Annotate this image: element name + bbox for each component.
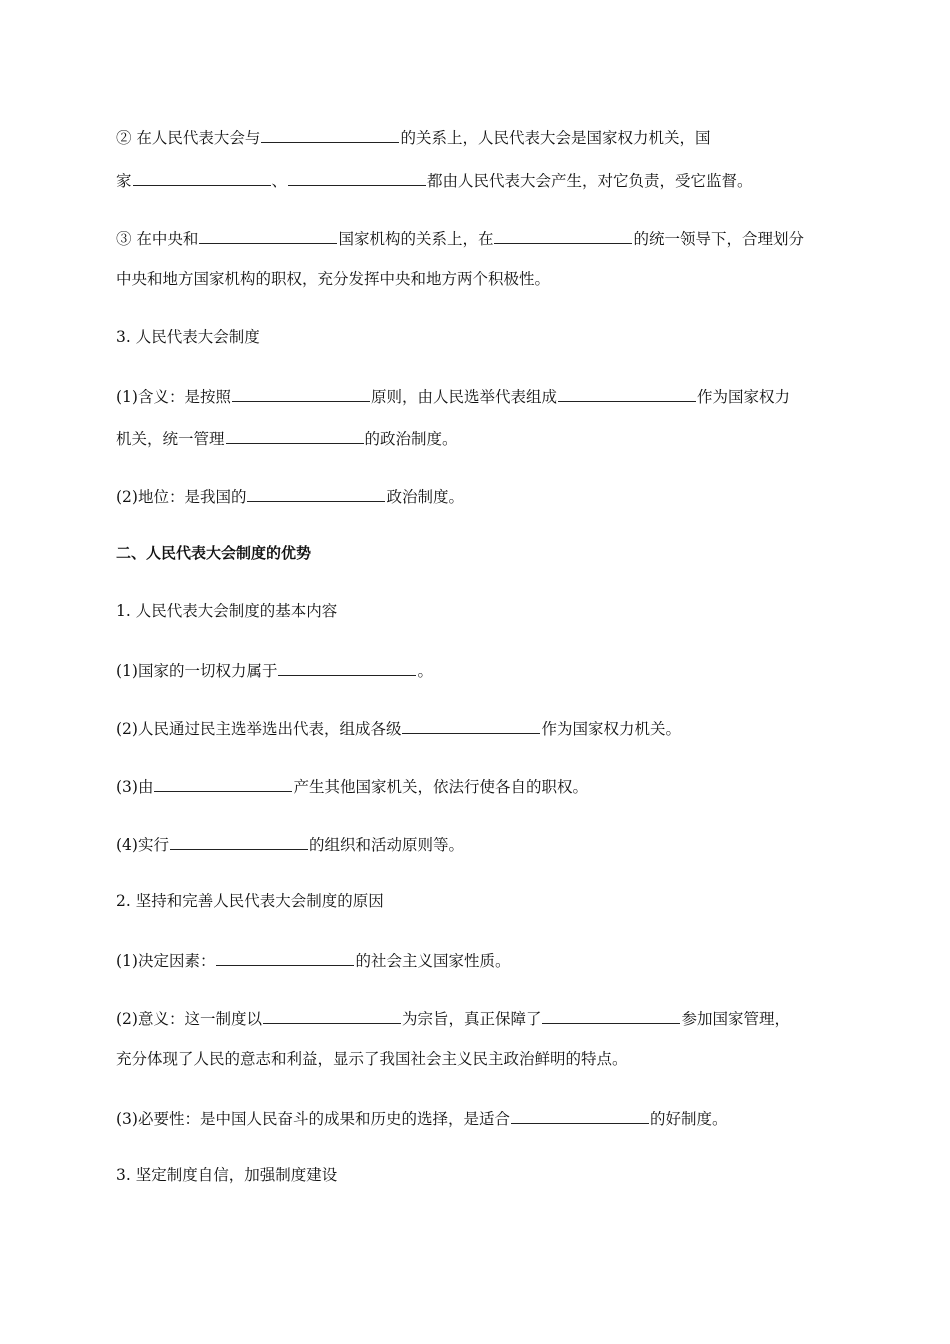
fill-blank[interactable] bbox=[558, 384, 696, 402]
text-line: ③ 在中央和 国家机构的关系上，在 的统一领导下，合理划分 bbox=[116, 226, 840, 250]
fill-blank[interactable] bbox=[226, 426, 364, 444]
text-line: ② 在人民代表大会与 的关系上，人民代表大会是国家权力机关，国 bbox=[116, 125, 840, 149]
section-heading: 3. 坚定制度自信，加强制度建设 bbox=[116, 1166, 338, 1184]
fill-blank[interactable] bbox=[263, 1006, 401, 1024]
fill-blank[interactable] bbox=[402, 716, 540, 734]
chapter-heading: 二、人民代表大会制度的优势 bbox=[116, 544, 312, 562]
text-line: (4)实行 的组织和活动原则等。 bbox=[116, 832, 840, 856]
text-line: 机关，统一管理 的政治制度。 bbox=[116, 426, 840, 450]
text-line: (1)含义：是按照 原则，由人民选举代表组成 作为国家权力 bbox=[116, 384, 840, 408]
fill-blank[interactable] bbox=[133, 168, 271, 186]
text-line: (3)由 产生其他国家机关，依法行使各自的职权。 bbox=[116, 774, 840, 798]
fill-blank[interactable] bbox=[261, 125, 399, 143]
fill-blank[interactable] bbox=[199, 226, 337, 244]
fill-blank[interactable] bbox=[216, 948, 354, 966]
text-line: (2)地位：是我国的 政治制度。 bbox=[116, 484, 840, 508]
text-line: (2)人民通过民主选举选出代表，组成各级 作为国家权力机关。 bbox=[116, 716, 840, 740]
section-heading: 3. 人民代表大会制度 bbox=[116, 328, 260, 346]
fill-blank[interactable] bbox=[232, 384, 370, 402]
fill-blank[interactable] bbox=[288, 168, 426, 186]
text-line: 中央和地方国家机构的职权，充分发挥中央和地方两个积极性。 bbox=[116, 270, 551, 288]
text-line: (3)必要性：是中国人民奋斗的成果和历史的选择，是适合 的好制度。 bbox=[116, 1106, 840, 1130]
section-heading: 1. 人民代表大会制度的基本内容 bbox=[116, 602, 338, 620]
text-line: (1)国家的一切权力属于 。 bbox=[116, 658, 840, 682]
fill-blank[interactable] bbox=[278, 658, 416, 676]
fill-blank[interactable] bbox=[154, 774, 292, 792]
text-line: (1)决定因素： 的社会主义国家性质。 bbox=[116, 948, 840, 972]
text-line: (2)意义：这一制度以 为宗旨，真正保障了 参加国家管理， bbox=[116, 1006, 840, 1030]
section-heading: 2. 坚持和完善人民代表大会制度的原因 bbox=[116, 892, 384, 910]
text-line: 充分体现了人民的意志和利益，显示了我国社会主义民主政治鲜明的特点。 bbox=[116, 1050, 628, 1068]
fill-blank[interactable] bbox=[247, 484, 385, 502]
fill-blank[interactable] bbox=[494, 226, 632, 244]
fill-blank[interactable] bbox=[511, 1106, 649, 1124]
fill-blank[interactable] bbox=[542, 1006, 680, 1024]
fill-blank[interactable] bbox=[170, 832, 308, 850]
text-line: 家 、 都由人民代表大会产生，对它负责，受它监督。 bbox=[116, 168, 840, 192]
